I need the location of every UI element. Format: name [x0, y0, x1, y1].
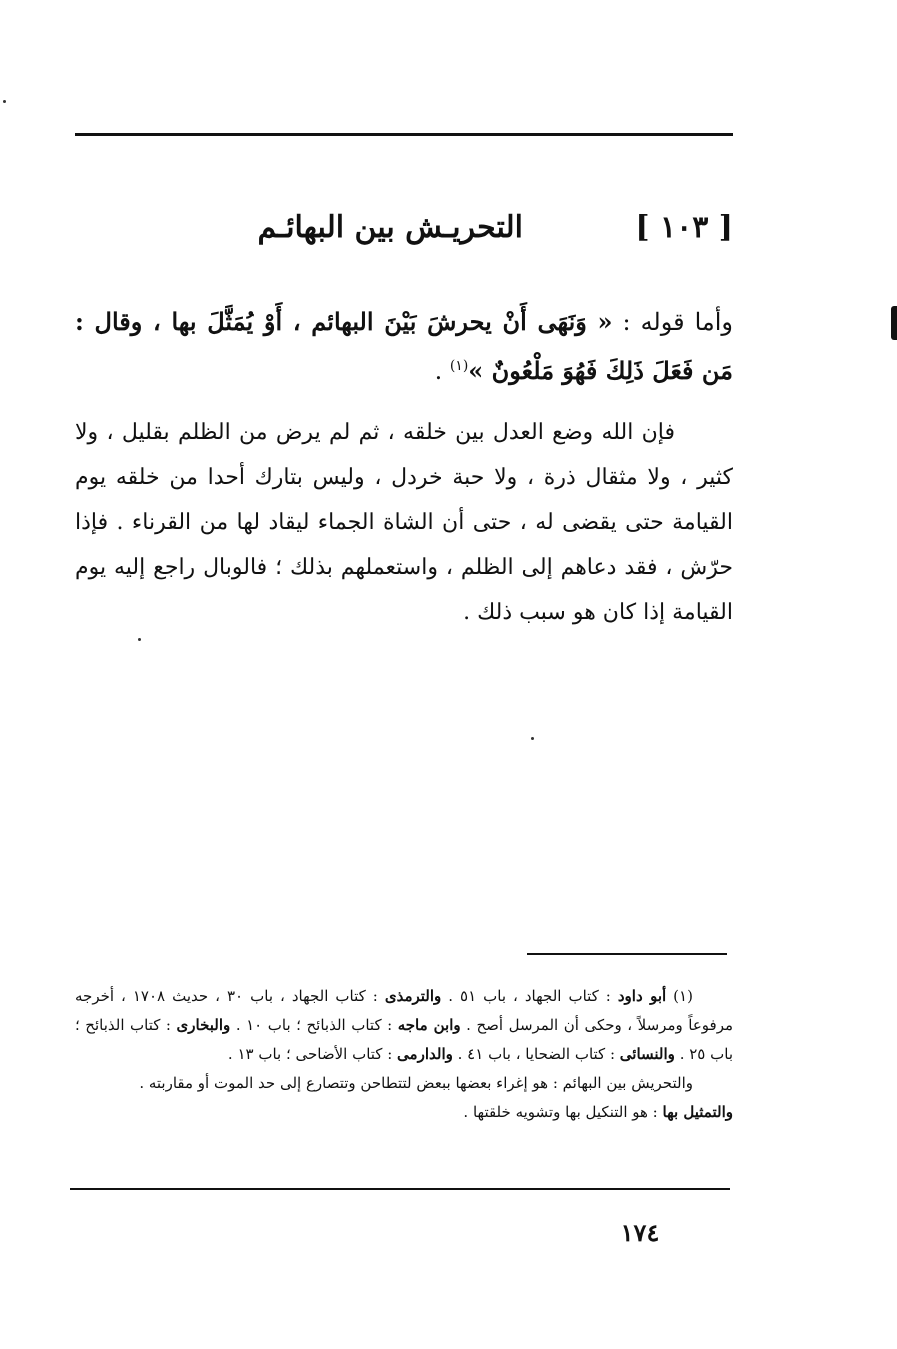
section-heading [75, 210, 733, 260]
footnote-text: : كتاب الأضاحى ؛ باب ١٣ . [227, 1045, 398, 1063]
footnote-1 [75, 982, 733, 1069]
footnote-text: : كتاب الذبائح ؛ باب ١٠ . [230, 1016, 398, 1034]
hadith-quote: « وَنَهَى أَنْ يحرشَ بَيْنَ البهائم ، أَوْ يُمَثَّلَ بها ، وقال : مَن فَعَلَ ذَلِكَ فَهُوَ مَلْعُونٌ » [75, 307, 733, 385]
hadith-end: . [434, 357, 450, 385]
source-darimi: والدارمى [397, 1045, 453, 1063]
source-tirmidhi: والترمذى [384, 987, 442, 1005]
scan-speck [138, 638, 141, 641]
margin-mark [891, 306, 897, 340]
bottom-rule [70, 1188, 730, 1190]
hadith-lead: وأما قوله : [612, 308, 734, 336]
footnote-number: (١) [666, 987, 693, 1005]
footnotes-block [75, 982, 733, 1127]
note-tamthil-text: : هو التنكيل بها وتشويه خلقتها . [463, 1103, 663, 1121]
footnote-text: : كتاب الجهاد ، باب ٣٠ ، حديث ١٧٠٨ ، أخرجه مرفوعاً ومرسلاً ، وحكى أن المرسل أصح . [75, 987, 734, 1034]
footnote-text: : كتاب الذبائح ؛ باب ٢٥ . [75, 1016, 733, 1063]
top-rule [75, 133, 733, 136]
source-abu-dawud: أبو داود [617, 987, 667, 1005]
scan-speck [531, 737, 534, 740]
source-bukhari: والبخارى [176, 1016, 231, 1034]
hadith-paragraph [75, 300, 733, 393]
note-tamthil [75, 1098, 733, 1127]
source-ibn-majah: وابن ماجه [397, 1016, 461, 1034]
source-nasai: والنسائى [619, 1045, 675, 1063]
note-tamthil-term: والتمثيل بها [662, 1103, 733, 1121]
footnote-text: : كتاب الضحايا ، باب ٤١ . [452, 1045, 620, 1063]
page-number: ١٧٤ [620, 1218, 660, 1247]
footnote-separator [527, 953, 727, 955]
section-title: التحريـش بين البهائـم [257, 210, 523, 245]
commentary-paragraph: فإن الله وضع العدل بين خلقه ، ثم لم يرض من الظلم بقليل ، ولا كثير ، ولا مثقال ذرة ، ولا حبة خردل ، وليس بتارك أحدا من خلقه يوم القيامة حتى يقضى له ، حتى أن الشاة الجماء ليقاد لها من القرناء . فإذا حرّش ، فقد دعاهم إلى الظلم ، واستعملهم بذلك ؛ فالوبال راجع إليه يوم القيامة إذا كان هو سبب ذلك . [75, 420, 733, 625]
section-number: [ ١٠٣ ] [635, 210, 733, 245]
note-tahrish: والتحريش بين البهائم : هو إغراء بعضها ببعض لتتطاحن وتتصارع إلى حد الموت أو مقاربته . [139, 1074, 693, 1092]
footnote-text: : كتاب الجهاد ، باب ٥١ . [441, 987, 618, 1005]
scan-speck [3, 100, 6, 103]
footnote-reference: (١) [449, 358, 469, 374]
